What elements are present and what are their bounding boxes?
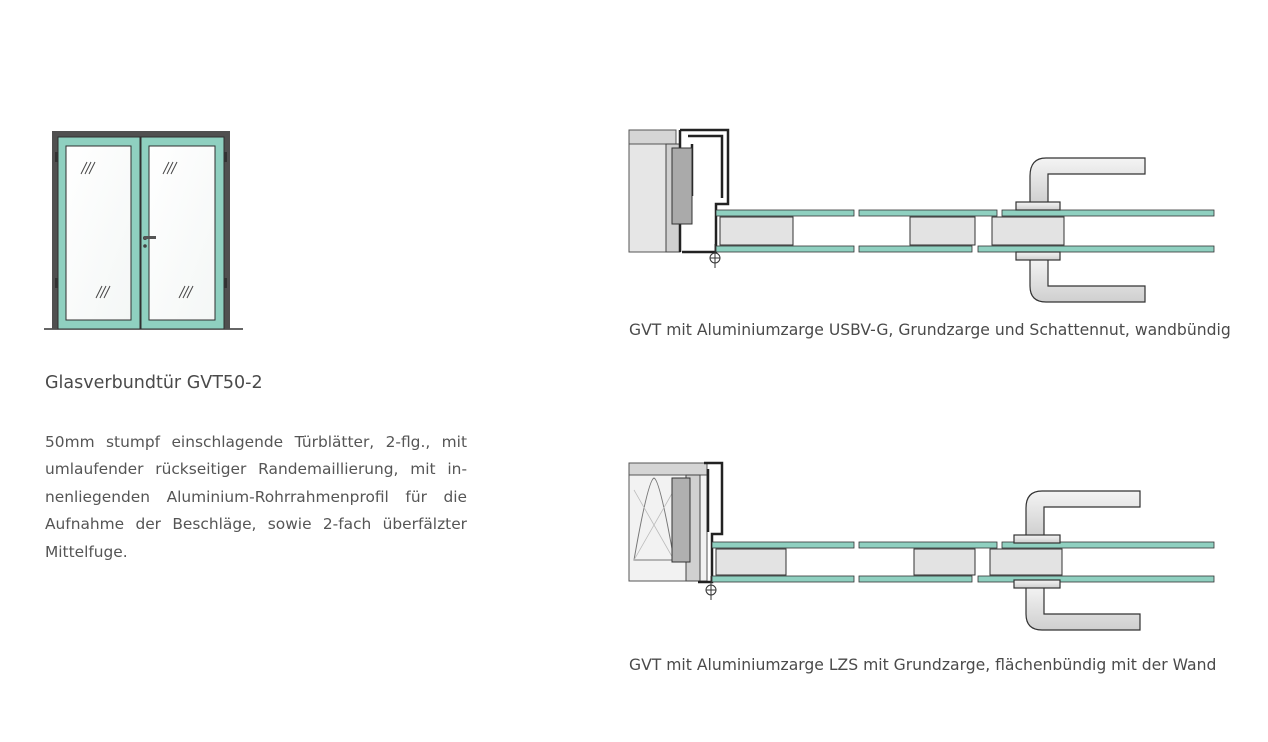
caption-section-1: GVT mit Aluminiumzarge USBV-G, Grundzarge und Schattennut, wandbündig bbox=[629, 321, 1231, 339]
hinge bbox=[55, 152, 58, 162]
door-elevation-drawing bbox=[40, 128, 250, 334]
section-drawing-lzs bbox=[626, 460, 1226, 636]
product-title: Glasverbundtür GVT50-2 bbox=[45, 373, 263, 393]
hinge bbox=[55, 278, 58, 288]
caption-section-2: GVT mit Aluminiumzarge LZS mit Grundzarge, flächenbündig mit der Wand bbox=[629, 656, 1217, 674]
seal-block bbox=[672, 478, 690, 562]
frame-blocks bbox=[720, 217, 1064, 245]
seal-block bbox=[672, 148, 692, 224]
section-drawing-usbv-g bbox=[626, 126, 1226, 308]
product-description: 50mm stumpf einschlagende Türblätter, 2-flg., mit umlaufender rückseitiger Randemaillierung, mit in-nenliegenden Aluminium-Rohrrahmenprofil für die Aufnahme der Beschläge, sowie 2-fach überfälzter Mittelfuge. bbox=[45, 433, 467, 561]
hinge bbox=[224, 152, 227, 162]
hinge bbox=[224, 278, 227, 288]
frame-blocks bbox=[716, 549, 1062, 575]
right-glass bbox=[149, 146, 215, 320]
